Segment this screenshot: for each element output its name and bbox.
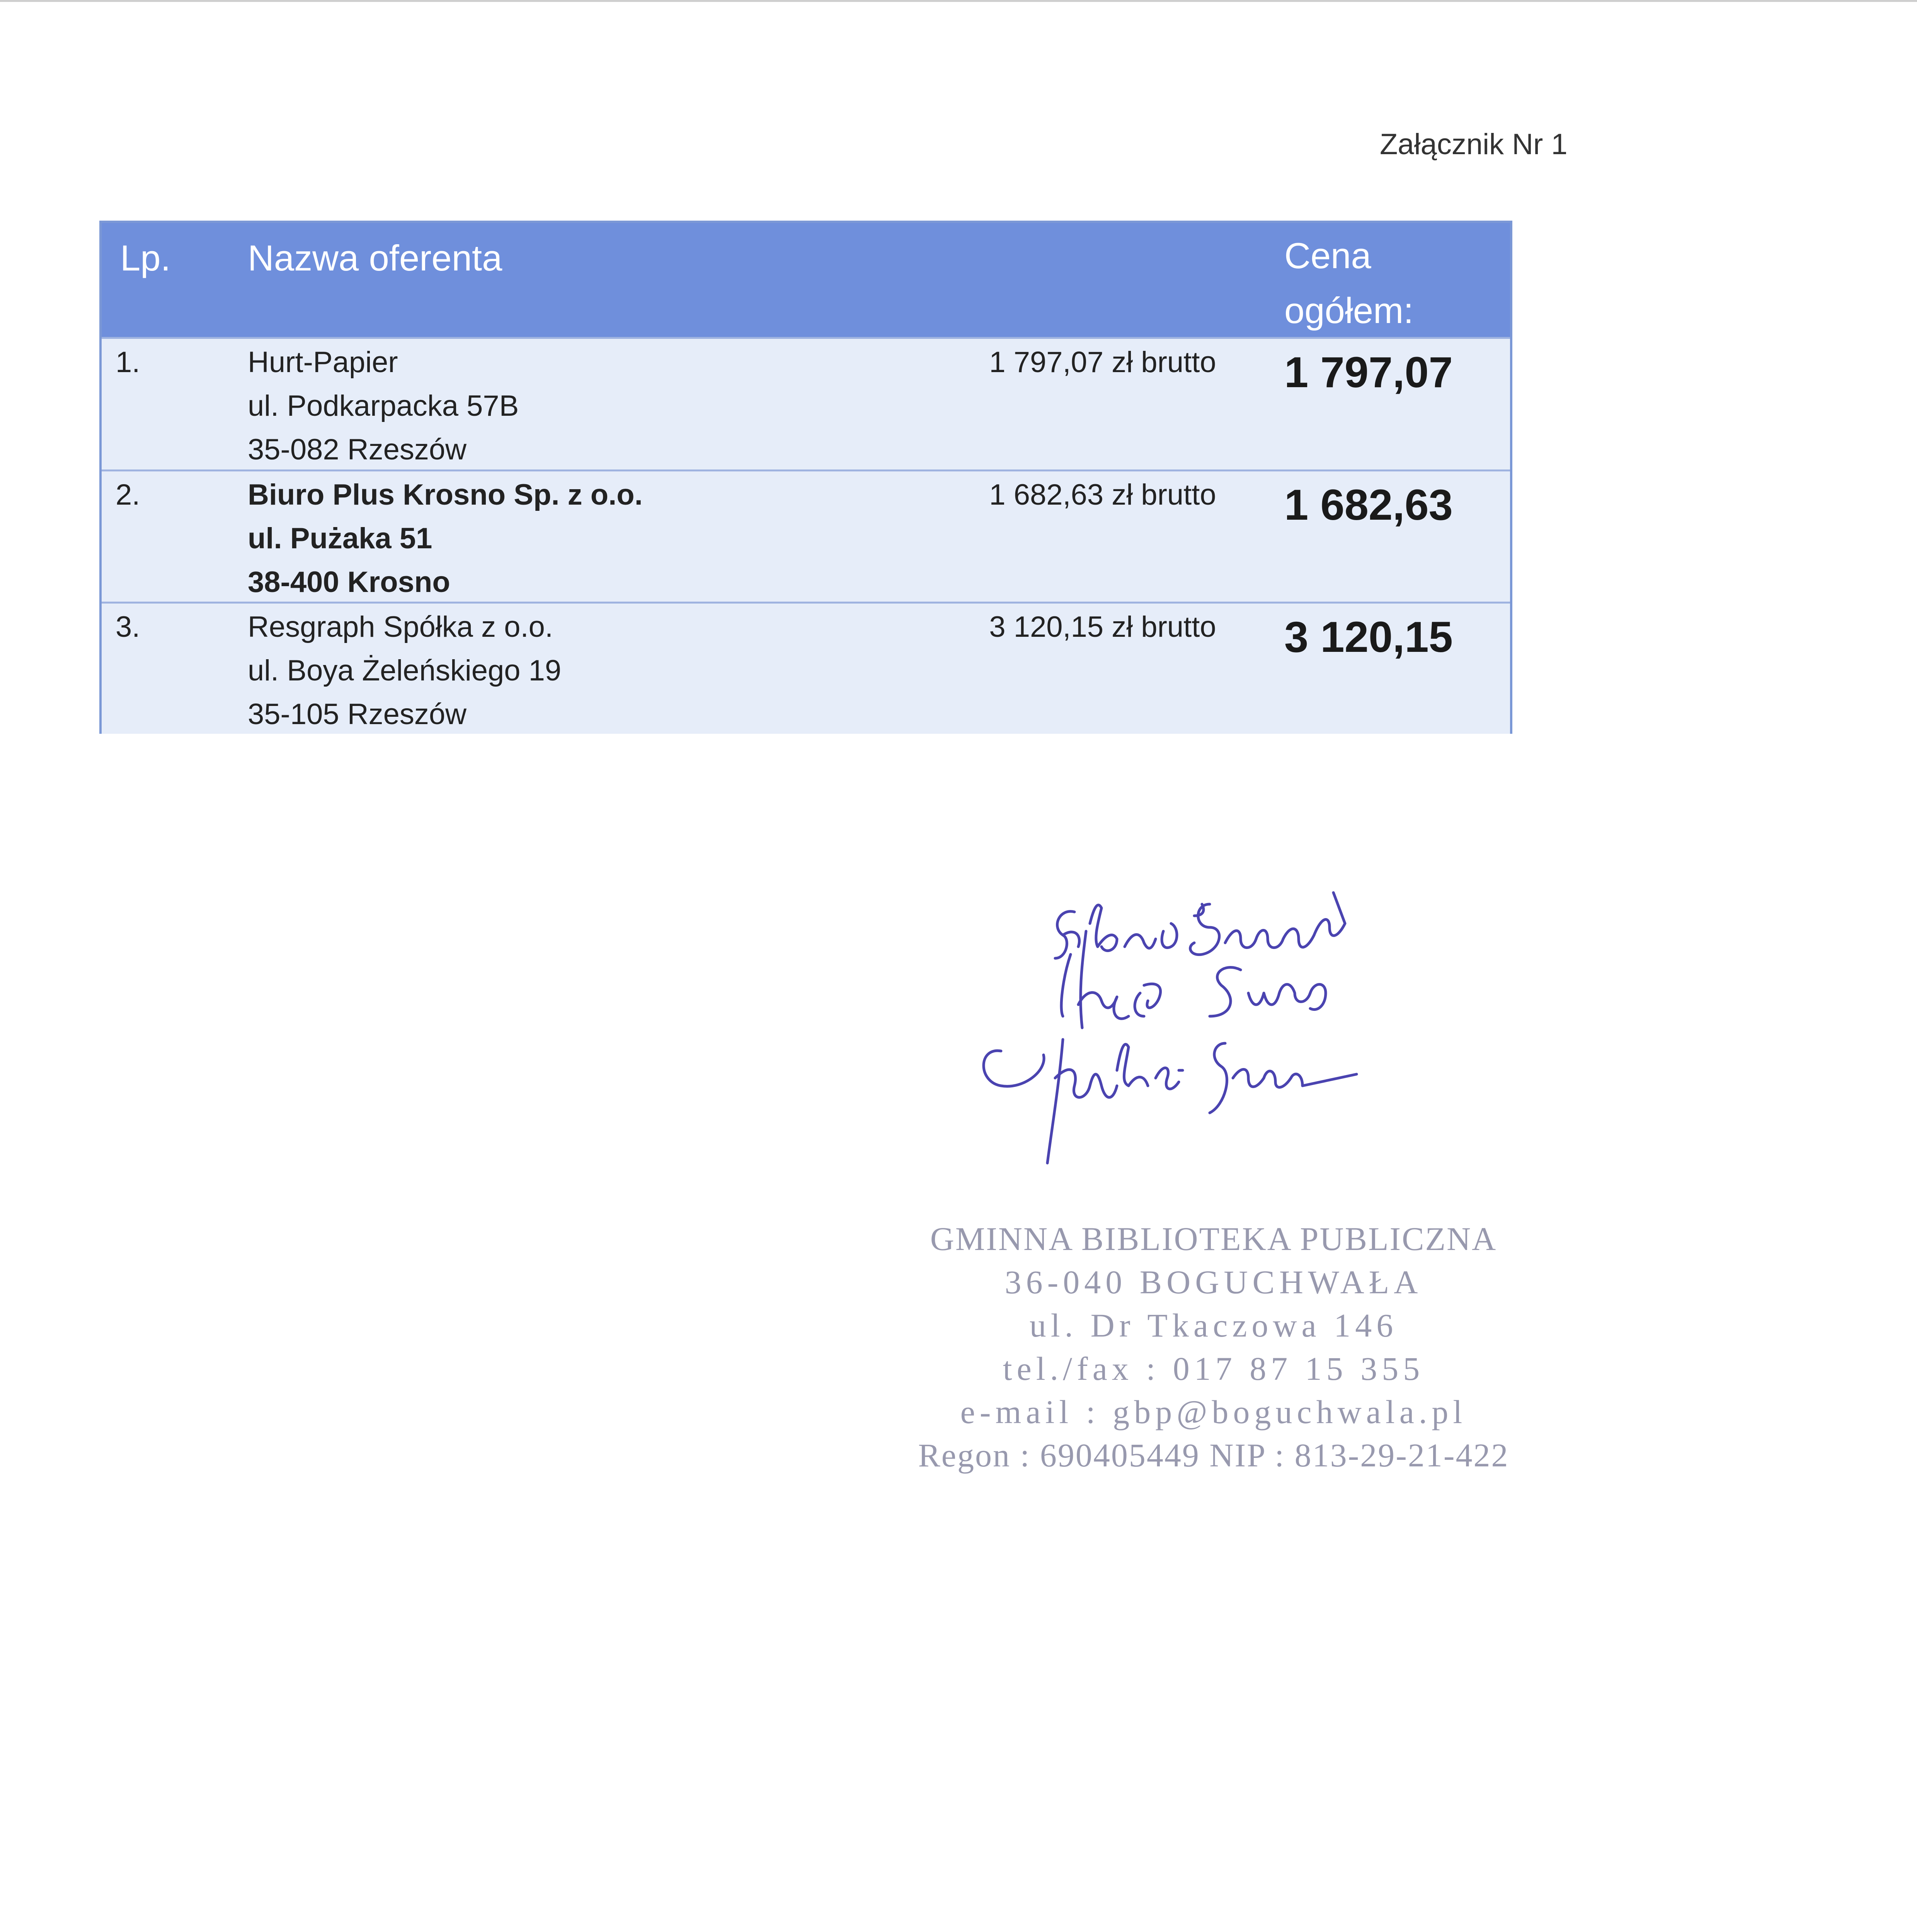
offeror-address-line: ul. Pużaka 51 bbox=[248, 522, 432, 555]
offers-table bbox=[99, 221, 1512, 734]
column-header-name: Nazwa oferenta bbox=[248, 238, 502, 278]
offeror-name-line: Biuro Plus Krosno Sp. z o.o. bbox=[248, 478, 643, 511]
row-number: 2. bbox=[116, 478, 140, 511]
scan-top-edge bbox=[0, 0, 1917, 2]
offeror-name bbox=[248, 605, 561, 736]
handwritten-signatures bbox=[908, 877, 1527, 1225]
offeror-name-line: Hurt-Papier bbox=[248, 346, 398, 379]
offeror-address-line: ul. Boya Żeleńskiego 19 bbox=[248, 654, 562, 687]
row-number: 1. bbox=[116, 346, 140, 379]
offeror-name bbox=[248, 340, 519, 471]
offeror-city-line: 35-105 Rzeszów bbox=[248, 698, 467, 731]
stamp-line: e-mail : gbp@boguchwala.pl bbox=[960, 1393, 1467, 1430]
column-header-price-line1: Cena bbox=[1284, 235, 1371, 276]
offeror-address-line: ul. Podkarpacka 57B bbox=[248, 389, 519, 422]
table-row bbox=[102, 602, 1510, 734]
column-header-lp: Lp. bbox=[120, 238, 171, 278]
library-stamp bbox=[881, 1217, 1546, 1477]
gross-price: 1 682,63 zł brutto bbox=[989, 478, 1216, 511]
table-row bbox=[102, 469, 1510, 602]
offeror-city-line: 38-400 Krosno bbox=[248, 566, 450, 599]
gross-price: 3 120,15 zł brutto bbox=[989, 611, 1216, 643]
offeror-name bbox=[248, 473, 643, 604]
gross-price: 1 797,07 zł brutto bbox=[989, 346, 1216, 379]
total-price: 1 797,07 bbox=[1284, 348, 1453, 396]
stamp-line: Regon : 690405449 NIP : 813-29-21-422 bbox=[918, 1437, 1509, 1474]
total-price: 1 682,63 bbox=[1284, 481, 1453, 529]
stamp-line: ul. Dr Tkaczowa 146 bbox=[1029, 1307, 1398, 1344]
stamp-line: 36-040 BOGUCHWAŁA bbox=[1004, 1264, 1423, 1301]
total-price: 3 120,15 bbox=[1284, 613, 1453, 661]
stamp-line: GMINNA BIBLIOTEKA PUBLICZNA bbox=[930, 1220, 1497, 1257]
table-row bbox=[102, 337, 1510, 469]
column-header-price bbox=[1284, 228, 1485, 338]
column-header-price-line2: ogółem: bbox=[1284, 290, 1414, 331]
signature-1 bbox=[1055, 893, 1345, 958]
row-number: 3. bbox=[116, 611, 140, 643]
signature-3 bbox=[984, 1039, 1357, 1163]
annex-label: Załącznik Nr 1 bbox=[1380, 128, 1568, 161]
stamp-line: tel./fax : 017 87 15 355 bbox=[1003, 1350, 1425, 1387]
offeror-name-line: Resgraph Spółka z o.o. bbox=[248, 611, 553, 643]
table-header bbox=[102, 223, 1510, 337]
offeror-city-line: 35-082 Rzeszów bbox=[248, 433, 467, 466]
